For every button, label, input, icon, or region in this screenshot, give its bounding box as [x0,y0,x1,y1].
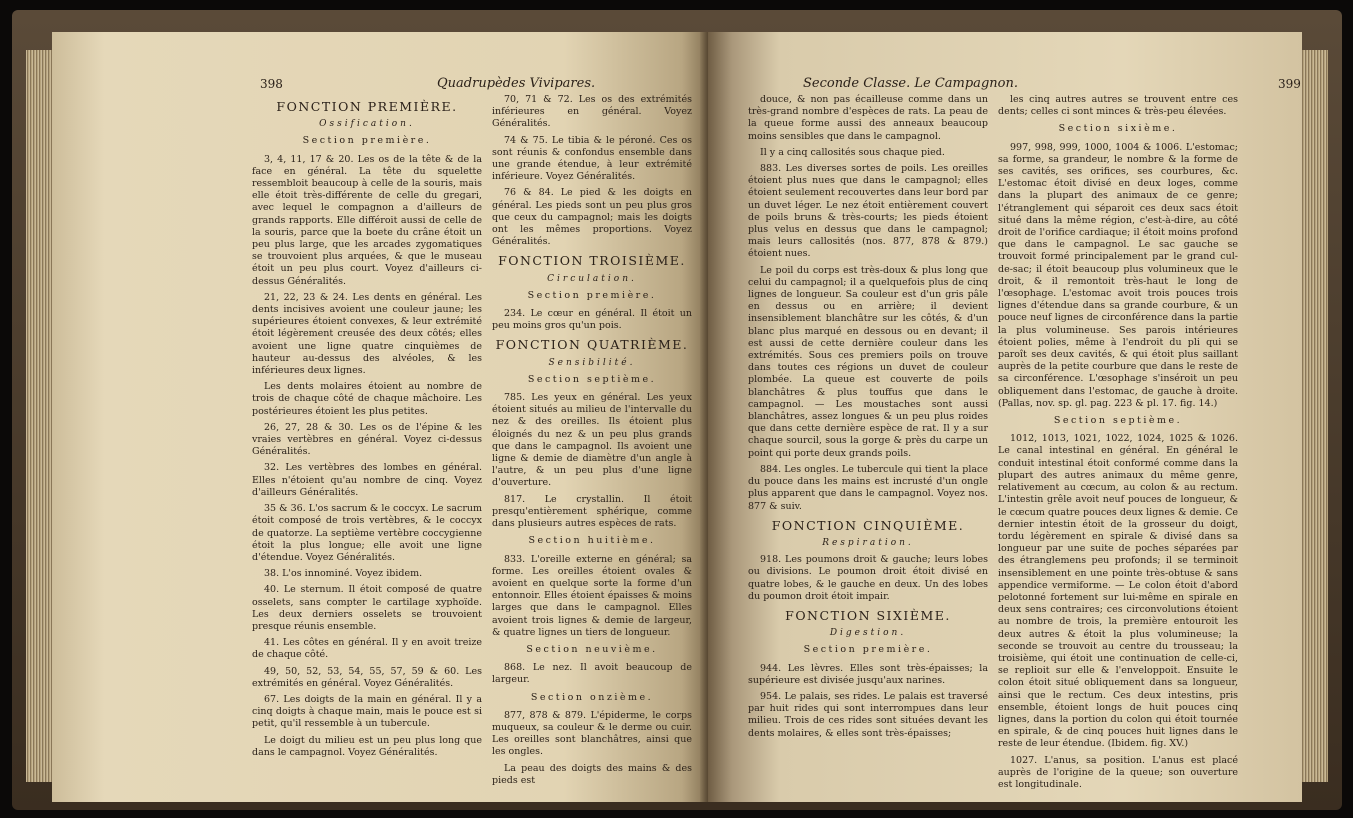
right-running-head: Seconde Classe. Le Campagnon. [803,76,1018,91]
left-column-2 [492,94,692,791]
section-heading: Section septième. [1053,415,1183,427]
section-heading: Section première. [527,289,657,301]
paragraph: Les dents molaires étoient au nombre de trois de chaque côté de chaque mâchoire. Les postérieures étoient les plus petites. [252,381,482,417]
paragraph: 997, 998, 999, 1000, 1004 & 1006. L'estomac; sa forme, sa grandeur, le nombre & la forme de ses cavités, ses orifices, ses courbures, &c. L'estomac étoit divisé en deux loges, comme dans la plupart des animaux de ce genre; l'étranglement qui séparoit ces deux sacs étoit situé dans la même région, c'est-à-dire, au côté droit de l'orifice cardiaque; il étoit moins profond que dans le campagnol. Le sac gauche se trouvoit formé principalement par le grand cul-de-sac; il étoit beaucoup plus volumineux que le droit, & il remontoit très-haut le long de l'œsophage. L'estomac avoit trois pouces trois lignes d'étendue dans sa grande courbure, & un pouce neuf lignes de circonférence dans la partie la plus volumineuse. Ses parois intérieures étoient polies, même à l'endroit du pli qui se paroît ses deux cavités, & qui étoit plus saillant auprès de la petite courbure que dans le reste de sa circonférence. L'œsophage s'inséroit un peu obliquement dans l'estomac, de gauche à droite. (Pallas, nov. sp. gl. pag. 223 & pl. 17. fig. 14.) [998,141,1238,409]
section-heading: Section huitième. [528,535,656,547]
paragraph: 833. L'oreille externe en général; sa forme. Les oreilles étoient ovales & avoient en quelque sorte la forme d'un entonnoir. Elles étoient épaisses & moins larges que dans le campagnol. Elles avoient trois lignes & demie de largeur, & quatre lignes un tiers de longueur. [492,553,692,638]
right-column-2 [998,94,1238,795]
left-running-head: Quadrupèdes Vivipares. [437,76,596,91]
paragraph: Le doigt du milieu est un peu plus long que dans le campagnol. Voyez Généralités. [252,734,482,758]
paragraph: Le poil du corps est très-doux & plus long que celui du campagnol; il a quelquefois plus de cinq lignes de longueur. Sa couleur est d'un gris pâle en dessus ou en arrière; il devient insensiblement blanchâtre sur les côtés, & d'un blanc plus marqué en dessous ou en devant; il est aussi de cette dernière couleur dans les extrémités. Sous ces premiers poils on trouve dans toutes ces régions un duvet de couleur plombée. La queue est couverte de poils blanchâtres & plus touffus que dans le campagnol. — Les moustaches sont aussi blanchâtres, assez longues & un peu plus roides que dans cette dernière espèce de rat. Il y a sur chaque sourcil, sous la gorge & près du carpe un point qui porte deux grands poils. [748,264,988,459]
section-heading: Section première. [302,135,432,147]
right-page-number: 399 [1278,77,1301,91]
paragraph: 785. Les yeux en général. Les yeux étoient situés au milieu de l'intervalle du nez & des oreilles. Ils étoient plus éloignés du nez & un peu plus grands que dans le campagnol. Ils avoient une ligne & demie de diamètre d'un angle à l'autre, & un peu plus d'une ligne d'ouverture. [492,392,692,489]
paragraph: les cinq autres autres se trouvent entre ces dents; celles ci sont minces & très-peu élevées. [998,94,1238,118]
section-heading: Section septième. [527,373,657,385]
left-page-number: 398 [260,77,283,91]
section-heading: Section sixième. [1058,123,1178,135]
book [12,10,1342,810]
left-page [52,32,708,802]
subheading: Digestion. [829,628,907,639]
paragraph: 67. Les doigts de la main en général. Il y a cinq doigts à chaque main, mais le pouce est si petit, qu'il ressemble à un tubercule. [252,693,482,730]
paragraph: 76 & 84. Le pied & les doigts en général. Les pieds sont un peu plus gros que ceux du campagnol; mais les doigts ont les mêmes proportions. Voyez Généralités. [492,187,692,248]
right-column-1 [748,94,988,744]
paragraph: 954. Le palais, ses rides. Le palais est traversé par huit rides qui sont interrompues dans leur milieu. Trois de ces rides sont situées devant les dents molaires, & elles sont très-épaisses; [748,690,988,739]
paragraph: 877, 878 & 879. L'épiderme, le corps muqueux, sa couleur & le derme ou cuir. Les oreilles sont blanchâtres, ainsi que les ongles. [492,709,692,758]
paragraph: 868. Le nez. Il avoit beaucoup de largeur. [492,662,692,686]
subheading: Circulation. [547,273,637,284]
section-heading: Section neuvième. [526,643,658,655]
paragraph: douce, & non pas écailleuse comme dans un très-grand nombre d'espèces de rats. La peau de la queue forme aussi des anneaux beaucoup moins sensibles que dans le campagnol. [748,94,988,142]
paragraph: 49, 50, 52, 53, 54, 55, 57, 59 & 60. Les extrémités en général. Voyez Généralités. [252,665,482,689]
paragraph: 1012, 1013, 1021, 1022, 1024, 1025 & 1026. Le canal intestinal en général. En général le conduit intestinal étoit conformé comme dans la plupart des autres animaux du même genre, relativement au cœcum, au colon & au rectum. L'intestin grêle avoit neuf pouces de longueur, & le cœcum quatre pouces deux lignes & demie. Ce dernier intestin étoit de la grosseur du doigt, tordu légèrement en spirale & divisé dans sa longueur par une suite de poches séparées par des étranglemens peu profonds; il se terminoit insensiblement en une pointe très-obtuse & sans appendice vermiforme. — Le colon étoit d'abord pelotonné fortement sur lui-même en spirale en deux sens contraires; ces circonvolutions étoient au nombre de trois, la première entouroit les deux autres & étoit la plus volumineuse; la seconde se trouvoit au centre du trousseau; la troisième, qui étoit une continuation de celle-ci, se replioit sur elle & l'enveloppoit. Ensuite le colon étoit situé obliquement dans sa longueur, ainsi que le rectum. Ces deux intestins, pris ensemble, étoient longs de huit pouces cinq lignes, dans la portion du colon qui étoit tournée en spirale, & de cinq pouces huit lignes dans le reste de leur étendue. (Ibidem. fig. XV.) [998,433,1238,750]
function-heading: FONCTION PREMIÈRE. [276,99,458,114]
function-heading: FONCTION TROISIÈME. [498,253,686,269]
paragraph: 3, 4, 11, 17 & 20. Les os de la tête & de la face en général. La tête du squelette ressembloit beaucoup à celle de la souris, mais elle étoit très-différente de celle du gregari, avec lequel le compagnon a d'ailleurs de grands rapports. Elle différoit aussi de celle de la souris, parce que la boete du crâne étoit un peu plus large, que les arcades zygomatiques se trouvoient plus arquées, & que le museau étoit un peu plus court. Voyez d'ailleurs ci-dessus Généralités. [252,153,482,287]
paragraph: 41. Les côtes en général. Il y en avoit treize de chaque côté. [252,637,482,661]
paragraph: 21, 22, 23 & 24. Les dents en général. Les dents incisives avoient une couleur jaune; les supérieures étoient convexes, & leur extrémité étoit légèrement creusée des deux côtés; elles avoient une ligne quatre cinquièmes de hauteur au-dessus des alvéoles, & les inférieures deux lignes. [252,291,482,377]
function-heading: FONCTION CINQUIÈME. [771,517,965,533]
function-heading: FONCTION SIXIÈME. [785,607,951,623]
subheading: Sensibilité. [548,357,636,368]
paragraph: 1027. L'anus, sa position. L'anus est placé auprès de l'origine de la queue; son ouverture est longitudinale. [998,754,1238,790]
function-heading: FONCTION QUATRIÈME. [495,337,689,353]
paragraph: 918. Les poumons droit & gauche; leurs lobes ou divisions. Le poumon droit étoit divisé en quatre lobes, & le gauche en deux. Un des lobes du poumon droit étoit impair. [748,554,988,602]
paragraph: La peau des doigts des mains & des pieds est [492,762,692,786]
paragraph: 26, 27, 28 & 30. Les os de l'épine & les vraies vertèbres en général. Voyez ci-dessus Généralités. [252,421,482,458]
paragraph: 40. Le sternum. Il étoit composé de quatre osselets, sans compter le cartilage xyphoïde. Les deux derniers osselets se trouvoient presque réunis ensemble. [252,584,482,632]
page-edges-right [1298,50,1328,782]
paragraph: 944. Les lèvres. Elles sont très-épaisses; la supérieure est divisée jusqu'aux narines. [748,662,988,686]
paragraph: 35 & 36. L'os sacrum & le coccyx. Le sacrum étoit composé de trois vertèbres, & le coccyx de quatorze. La septième vertèbre coccygienne étoit la plus longue; elle avoit une ligne d'étendue. Voyez Généralités. [252,503,482,563]
paragraph: 38. L'os innominé. Voyez ibidem. [264,568,423,580]
paragraph: 234. Le cœur en général. Il étoit un peu moins gros qu'un pois. [492,308,692,332]
paragraph: 883. Les diverses sortes de poils. Les oreilles étoient plus nues que dans le campagnol; elles étoient seulement recouvertes dans leur bord par un duvet léger. Le nez étoit entièrement couvert de poils bruns & très-courts; les pieds étoient plus velus en dessus que dans le campagnol; mais leurs callosités (nos. 877, 878 & 879.) étoient nues. [748,163,988,260]
section-heading: Section onzième. [530,691,654,703]
right-page [708,32,1302,802]
paragraph: 74 & 75. Le tibia & le péroné. Ces os sont réunis & confondus ensemble dans une grande étendue, à leur extrémité inférieure. Voyez Généralités. [492,134,692,183]
subheading: Ossification. [319,119,415,130]
paragraph: 817. Le crystallin. Il étoit presqu'entièrement sphérique, comme dans plusieurs autres espèces de rats. [492,493,692,530]
section-heading: Section première. [803,644,933,656]
paragraph: 884. Les ongles. Le tubercule qui tient la place du pouce dans les mains est incrusté d'un ongle plus apparent que dans le campagnol. Voyez nos. 877 & suiv. [748,463,988,512]
paragraph: 32. Les vertèbres des lombes en général. Elles n'étoient qu'au nombre de cinq. Voyez d'ailleurs Généralités. [252,462,482,498]
left-column-1 [252,94,482,763]
subheading: Respiration. [822,537,914,548]
paragraph: 70, 71 & 72. Les os des extrémités inférieures en général. Voyez Généralités. [492,94,692,130]
paragraph: Il y a cinq callosités sous chaque pied. [760,146,945,158]
